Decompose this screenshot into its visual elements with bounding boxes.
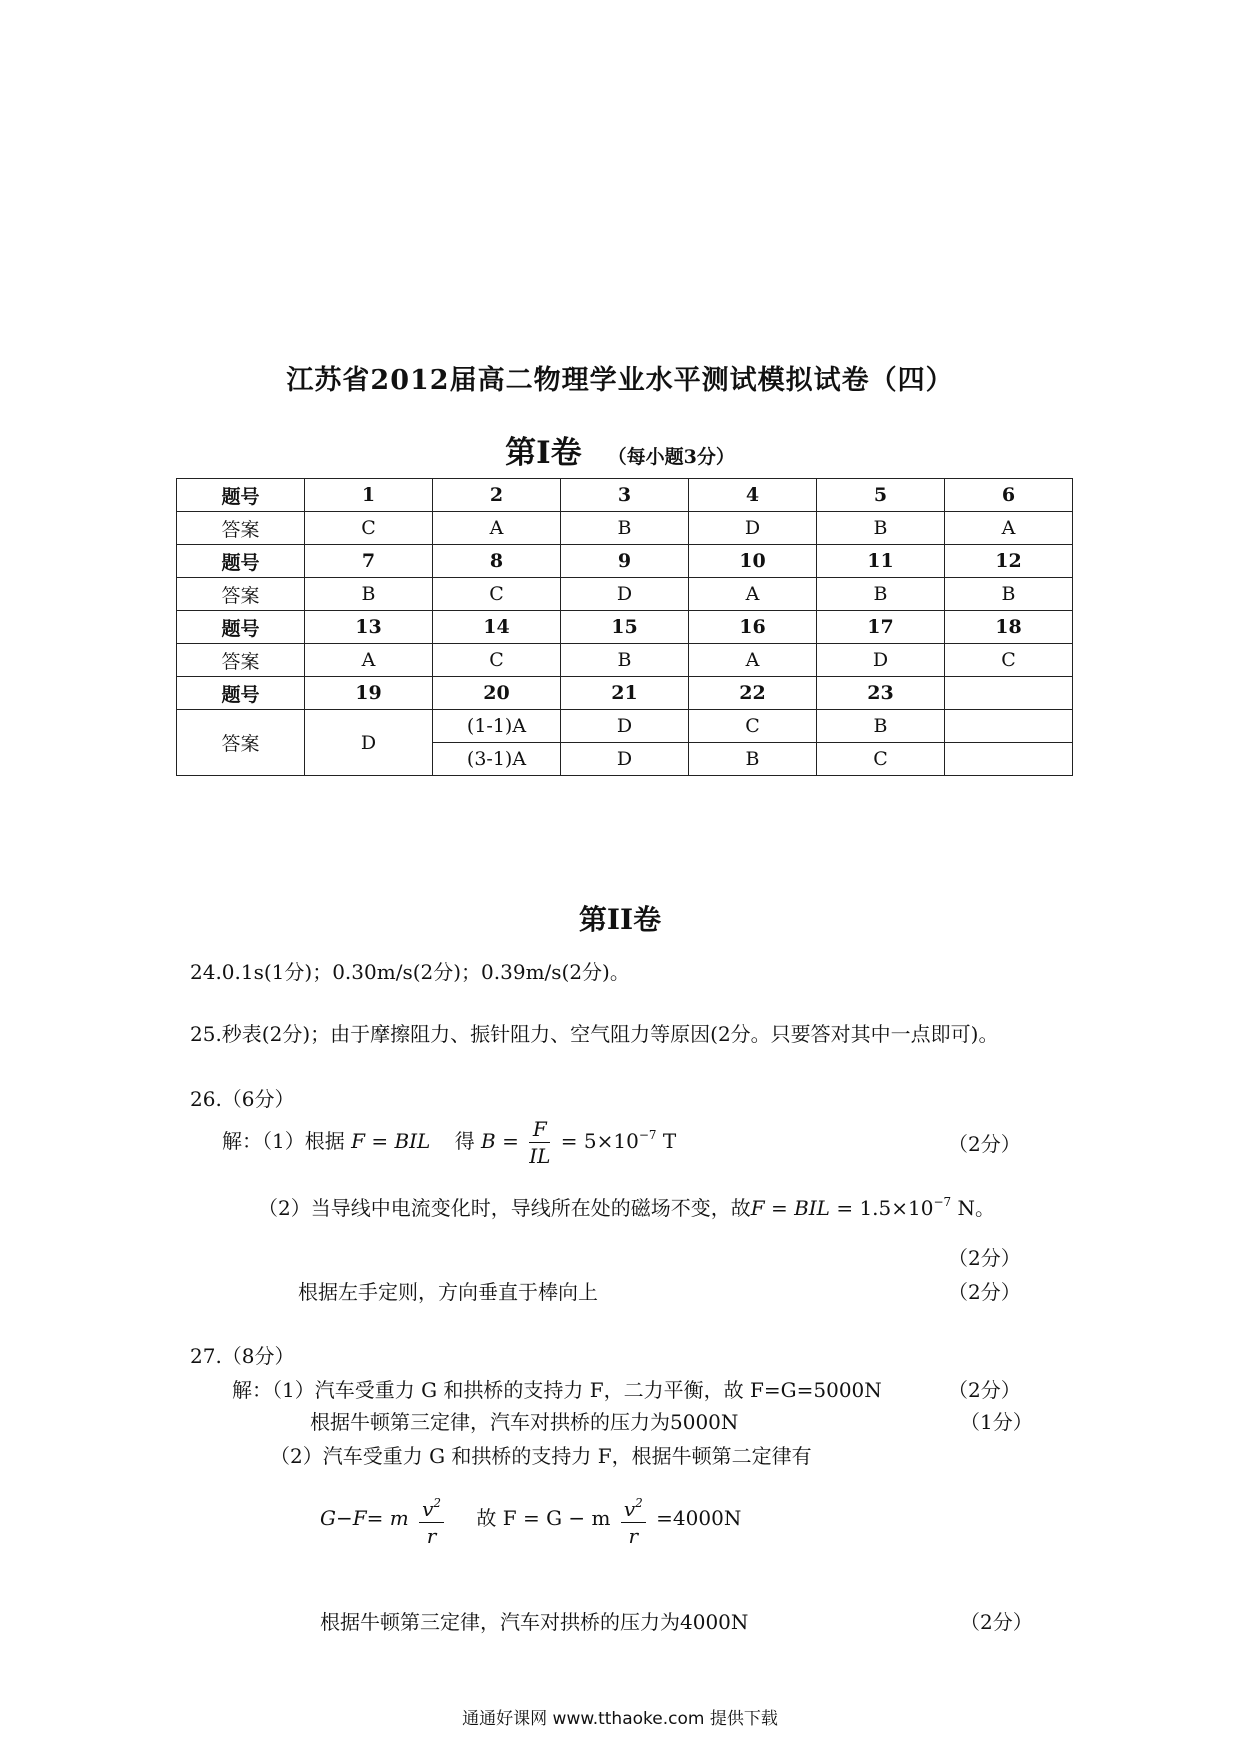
table-cell: 14 [433,611,561,644]
table-row [177,545,1073,578]
table-cell: 18 [945,611,1073,644]
answer-25: 25.秒表(2分)；由于摩擦阻力、振针阻力、空气阻力等原因(2分。只要答对其中一点即可)。 [190,1022,999,1046]
table-cell: 17 [817,611,945,644]
answer-26-head: 26.（6分） [190,1087,295,1111]
table-cell: D [817,644,945,677]
answer-27-line1: 解：（1）汽车受重力 G 和拱桥的支持力 F，二力平衡，故 F=G=5000N [232,1378,882,1402]
numerator [621,1490,646,1523]
table-row [177,644,1073,677]
answer-26-line3: 根据左手定则，方向垂直于棒向上 [298,1280,598,1304]
table-cell: C [305,512,433,545]
table-row [177,479,1073,512]
table-cell: A [433,512,561,545]
formula: = 5×10 [560,1129,639,1153]
table-cell: D [305,710,433,776]
footer-text: 通通好课网 www.tthaoke.com 提供下载 [462,1709,778,1729]
page-title: 江苏省2012届高二物理学业水平测试模拟试卷（四） [286,365,954,396]
answer-27-head: 27.（8分） [190,1344,295,1368]
section1-note: （每小题3分） [607,446,735,468]
answer-table [176,478,1073,776]
unit: T [656,1129,677,1153]
answer-24: 24.0.1s(1分)；0.30m/s(2分)；0.39m/s(2分)。 [190,960,630,984]
table-cell: B [561,512,689,545]
table-cell: 8 [433,545,561,578]
table-row [177,677,1073,710]
exponent: −7 [933,1195,952,1209]
table-cell: B [817,578,945,611]
denominator: r [628,1524,639,1548]
row-label: 题号 [177,611,305,644]
formula: 故 F = G − m [476,1506,611,1530]
score: （2分） [948,1280,1021,1304]
score: （2分） [948,1132,1021,1156]
section1-heading [0,427,1240,472]
table-cell: C [433,578,561,611]
answer-27-line2: 根据牛顿第三定律，汽车对拱桥的压力为5000N [310,1410,739,1434]
table-cell: 4 [689,479,817,512]
text: 解：（1）根据 [222,1129,345,1153]
table-cell: 10 [689,545,817,578]
table-row [177,578,1073,611]
fraction [621,1490,646,1549]
answer-26-line1 [222,1116,676,1169]
table-cell: 15 [561,611,689,644]
exponent: 2 [433,1496,442,1510]
answer-27-equation [320,1490,741,1549]
table-cell: A [689,644,817,677]
text: 得 [454,1129,475,1153]
table-cell [945,710,1073,743]
formula: G−F= m [320,1506,409,1530]
table-cell: A [689,578,817,611]
denominator: r [426,1524,437,1548]
table-row [177,611,1073,644]
table-cell: C [817,743,945,776]
table-cell [945,677,1073,710]
table-cell: 9 [561,545,689,578]
exponent: −7 [638,1128,657,1142]
table-cell: A [305,644,433,677]
table-cell: C [945,644,1073,677]
table-cell: 16 [689,611,817,644]
table-row [177,512,1073,545]
table-cell: D [689,512,817,545]
formula: = 1.5×10 [829,1196,934,1220]
variable: v [623,1497,636,1521]
table-cell: 13 [305,611,433,644]
table-cell: 19 [305,677,433,710]
table-cell: 6 [945,479,1073,512]
score: （2分） [960,1610,1033,1634]
table-cell: 23 [817,677,945,710]
row-label: 答案 [177,644,305,677]
section1-title: 第Ⅰ卷 [505,435,582,471]
table-cell: B [945,578,1073,611]
score: （1分） [960,1410,1033,1434]
table-cell: 12 [945,545,1073,578]
row-label: 题号 [177,479,305,512]
denominator: IL [529,1144,551,1168]
answer-27-line4: 根据牛顿第三定律，汽车对拱桥的压力为4000N [320,1610,749,1634]
numerator: F [529,1116,550,1143]
table-cell: D [561,578,689,611]
numerator [419,1490,444,1523]
unit: N。 [951,1196,996,1220]
row-label: 答案 [177,512,305,545]
row-label: 答案 [177,578,305,611]
row-label: 题号 [177,677,305,710]
text: （2）当导线中电流变化时，导线所在处的磁场不变，故 [258,1196,751,1220]
table-cell: 21 [561,677,689,710]
table-row [177,710,1073,743]
variable: v [422,1497,434,1521]
table-cell: 11 [817,545,945,578]
table-cell: B [689,743,817,776]
table-cell: 3 [561,479,689,512]
fraction [419,1490,444,1549]
table-cell: 20 [433,677,561,710]
row-label: 答案 [177,710,305,776]
table-cell: B [305,578,433,611]
table-cell: B [817,512,945,545]
table-cell: B [561,644,689,677]
table-cell: B [817,710,945,743]
table-cell: 2 [433,479,561,512]
exponent: 2 [635,1496,643,1510]
table-cell: (3-1)A [433,743,561,776]
table-cell: D [561,743,689,776]
fraction [529,1116,550,1169]
answer-26-line2 [258,1192,995,1221]
formula: F = BIL [351,1129,431,1153]
formula: F = BIL [750,1196,830,1220]
table-cell: 5 [817,479,945,512]
table-cell: (1-1)A [433,710,561,743]
table-cell: 1 [305,479,433,512]
section2-title: 第II卷 [578,903,662,936]
row-label: 题号 [177,545,305,578]
table-cell: D [561,710,689,743]
formula: B = [481,1129,519,1153]
table-cell: C [689,710,817,743]
score: （2分） [948,1246,1021,1270]
answer-27-line3: （2）汽车受重力 G 和拱桥的支持力 F，根据牛顿第二定律有 [270,1444,812,1468]
score: （2分） [948,1378,1021,1402]
table-cell: 22 [689,677,817,710]
table-cell: A [945,512,1073,545]
table-cell: 7 [305,545,433,578]
table-cell [945,743,1073,776]
table-cell: C [433,644,561,677]
formula: =4000N [656,1506,742,1530]
